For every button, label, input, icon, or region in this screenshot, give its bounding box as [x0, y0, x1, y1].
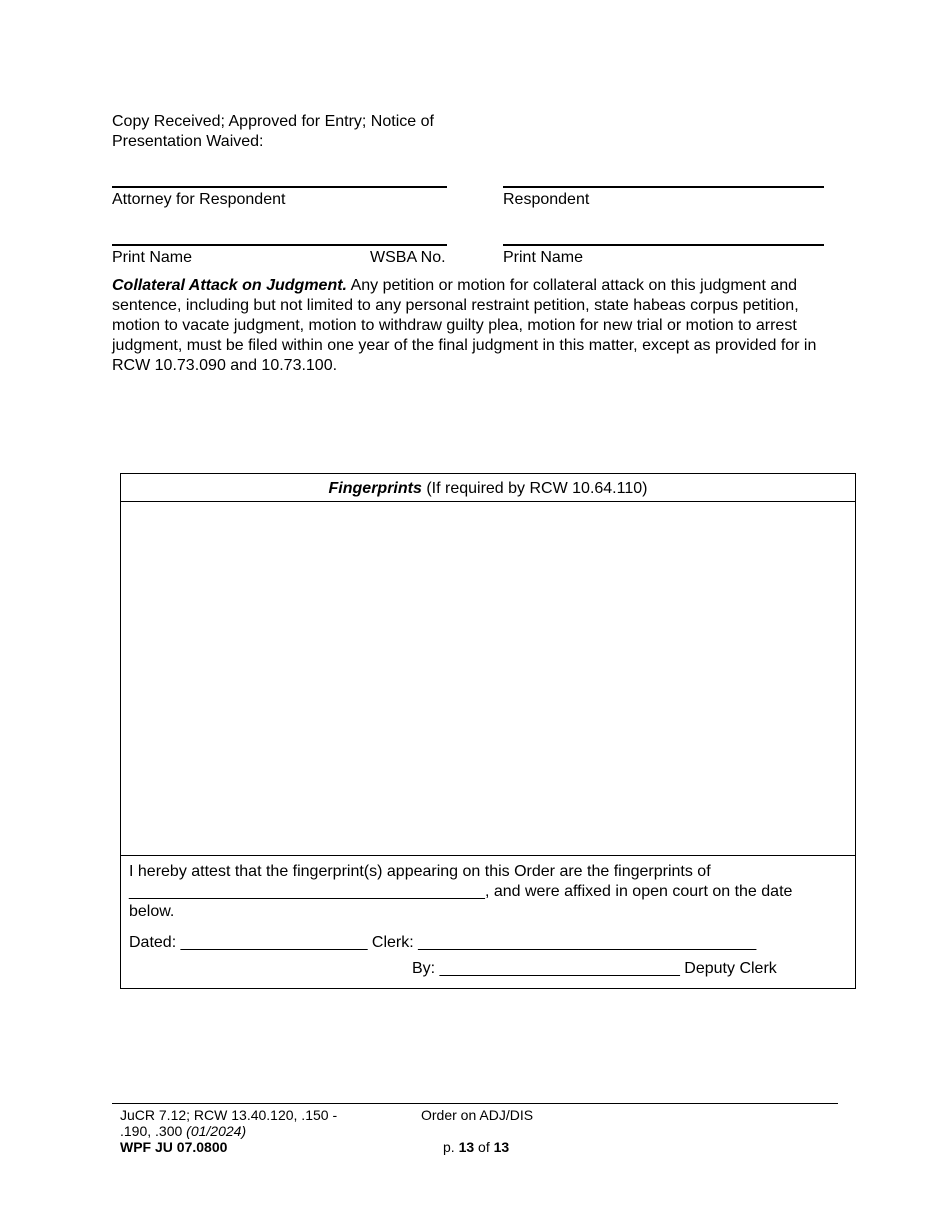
- print-name-right-label: Print Name: [503, 249, 584, 266]
- dated-clerk-row: [129, 933, 756, 953]
- page-total: 13: [493, 1139, 510, 1155]
- attorney-signature-line[interactable]: [112, 186, 447, 188]
- attestation-line2[interactable]: ________________________________________, and were affixed in open court on the date: [129, 883, 793, 900]
- fingerprints-box: [120, 473, 856, 989]
- respondent-print-name-line[interactable]: [503, 244, 824, 246]
- attestation-line3: below.: [129, 903, 175, 920]
- print-name-left-label: Print Name: [112, 249, 193, 266]
- attestation-line1: I hereby attest that the fingerprint(s) appearing on this Order are the fingerprints of: [129, 863, 711, 880]
- footer-rule-line2: .190, .300: [120, 1123, 183, 1139]
- by-row: [412, 959, 777, 979]
- collateral-attack-title: Collateral Attack on Judgment.: [112, 277, 347, 294]
- wsba-label: WSBA No.: [370, 249, 446, 266]
- footer-rule-line1: JuCR 7.12; RCW 13.40.120, .150 -: [120, 1107, 338, 1123]
- deputy-clerk-label: Deputy Clerk: [684, 960, 777, 977]
- page-current: 13: [458, 1139, 475, 1155]
- clerk-label: Clerk:: [371, 934, 414, 951]
- by-blank[interactable]: ___________________________: [439, 960, 680, 977]
- respondent-signature-line[interactable]: [503, 186, 824, 188]
- by-label: By:: [412, 960, 436, 977]
- attorney-print-name-line[interactable]: [112, 244, 447, 246]
- collateral-attack-paragraph: [112, 276, 832, 376]
- approval-heading: [112, 112, 434, 152]
- fingerprints-header: [121, 474, 855, 502]
- footer-doc-title: Order on ADJ/DIS: [421, 1107, 534, 1123]
- page-prefix: p.: [443, 1139, 455, 1155]
- dated-label: Dated:: [129, 934, 177, 951]
- clerk-blank[interactable]: ______________________________________: [418, 934, 757, 951]
- approval-heading-line2: Presentation Waived:: [112, 133, 264, 150]
- page-of: of: [478, 1139, 490, 1155]
- footer-page-number: [443, 1139, 509, 1155]
- fingerprints-area[interactable]: [121, 502, 855, 856]
- footer-form-id: WPF JU 07.0800: [120, 1139, 228, 1155]
- attorney-label: Attorney for Respondent: [112, 191, 286, 208]
- footer-rule-date: (01/2024): [186, 1123, 247, 1139]
- attestation-text: [129, 862, 849, 922]
- collateral-attack-body: Any petition or motion for collateral attack on this judgment and sentence, including but not limited to any personal restraint petition, state habeas corpus petition, motion to vacate judgment, motion to withdraw guilty plea, motion for new trial or motion to arrest judgment, must be filed within one year of the final judgment in this matter, except as provided for in RCW 10.73.090 and 10.73.100.: [112, 277, 817, 374]
- fingerprints-title: Fingerprints: [328, 480, 422, 497]
- dated-blank[interactable]: _____________________: [180, 934, 368, 951]
- approval-heading-line1: Copy Received; Approved for Entry; Notice of: [112, 113, 434, 130]
- footer-rule: [112, 1103, 838, 1104]
- footer-rule-citation: [120, 1107, 337, 1155]
- respondent-label: Respondent: [503, 191, 590, 208]
- fingerprints-subtitle: (If required by RCW 10.64.110): [426, 480, 648, 497]
